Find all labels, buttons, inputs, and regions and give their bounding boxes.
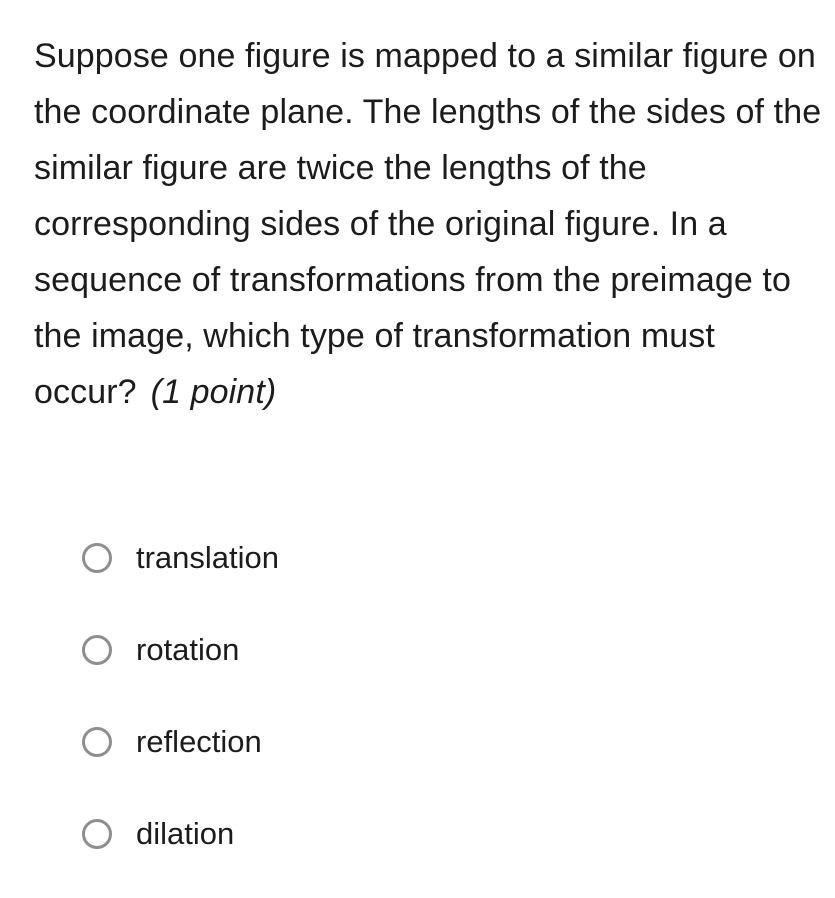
point-value: (1 point) [150, 373, 277, 411]
radio-button[interactable] [82, 635, 112, 665]
question-text-block [34, 28, 824, 420]
radio-button[interactable] [82, 543, 112, 573]
radio-button[interactable] [82, 819, 112, 849]
radio-button[interactable] [82, 727, 112, 757]
question-prompt: Suppose one figure is mapped to a similar figure on the coordinate plane. The lengths of the sides of the similar figure are twice the lengths of the corresponding sides of the original figure. In a sequence of transformations from the preimage to the image, which type of transformation must occur? [34, 37, 822, 411]
option-reflection[interactable] [82, 714, 682, 770]
option-translation[interactable] [82, 530, 682, 586]
option-label: rotation [136, 632, 240, 667]
option-label: translation [136, 540, 280, 575]
option-dilation[interactable] [82, 806, 682, 862]
option-rotation[interactable] [82, 622, 682, 678]
option-label: dilation [136, 816, 235, 851]
answer-options [82, 530, 682, 898]
option-label: reflection [136, 724, 262, 759]
